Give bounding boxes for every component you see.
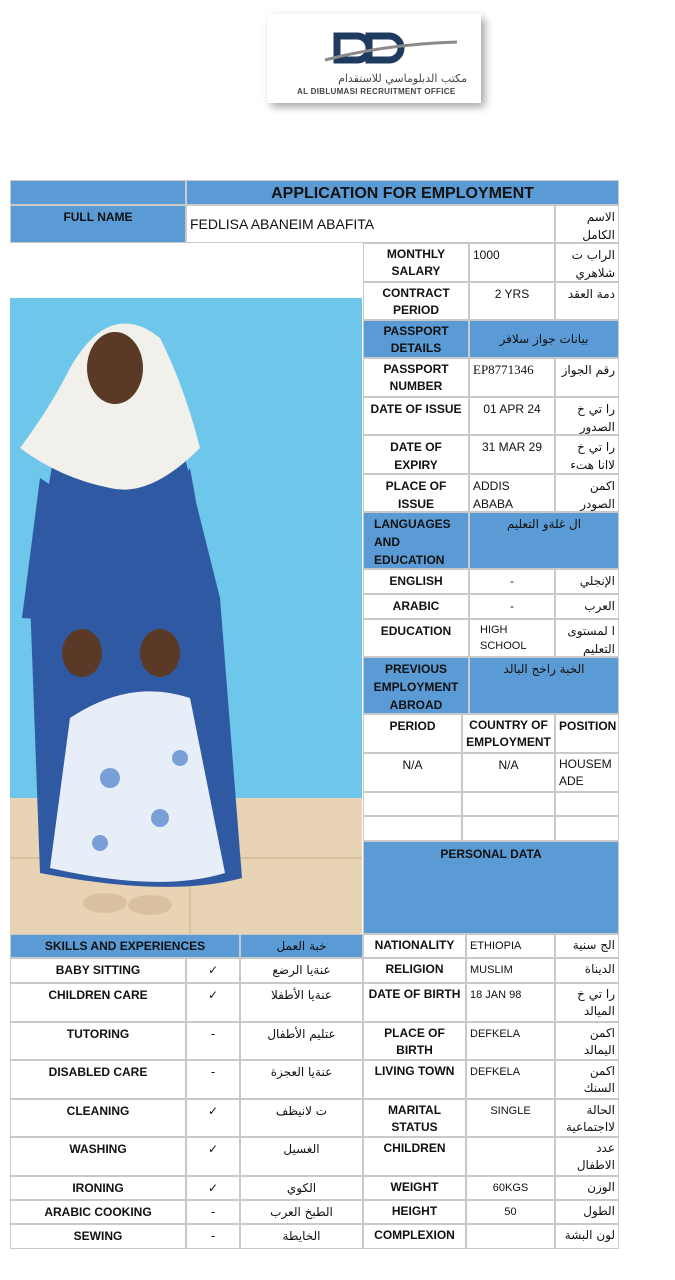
languages-header: LANGUAGES AND EDUCATION <box>363 512 469 569</box>
salary-value: 1000 <box>469 243 555 282</box>
skill-arabic: الغسيل <box>240 1137 363 1176</box>
arabic-arabic: العرب <box>555 594 619 619</box>
personal-label: DATE OF BIRTH <box>363 983 466 1022</box>
personal-label: RELIGION <box>363 958 466 983</box>
education-label: EDUCATION <box>363 619 469 657</box>
personal-arabic: لون البشة <box>555 1224 619 1249</box>
english-label: ENGLISH <box>363 569 469 594</box>
prev-empty-cell <box>555 792 619 816</box>
skill-mark: ✓ <box>186 983 240 1022</box>
skills-header: SKILLS AND EXPERIENCES <box>10 934 240 958</box>
skill-label: TUTORING <box>10 1022 186 1060</box>
personal-arabic: عدد الاطفال <box>555 1137 619 1176</box>
skill-label: CLEANING <box>10 1099 186 1137</box>
prev-period-value: N/A <box>363 753 462 792</box>
full-name-label: FULL NAME <box>10 205 186 243</box>
col-country: COUNTRY OF EMPLOYMENT <box>462 714 555 753</box>
personal-arabic: الطول <box>555 1200 619 1224</box>
salary-label: MONTHLY SALARY <box>363 243 469 282</box>
personal-label: LIVING TOWN <box>363 1060 466 1099</box>
personal-value: MUSLIM <box>466 958 555 983</box>
personal-data-header: PERSONAL DATA <box>363 841 619 934</box>
issue-place-label: PLACE OF ISSUE <box>363 474 469 512</box>
salary-arabic: الراب ت شلاهري <box>555 243 619 282</box>
previous-employment-header-arabic: الخبة راخج البالد <box>469 657 619 714</box>
skill-mark: - <box>186 1224 240 1249</box>
skill-mark: ✓ <box>186 1176 240 1200</box>
languages-header-arabic: ال غلةو التعليم <box>469 512 619 569</box>
col-period: PERIOD <box>363 714 462 753</box>
prev-empty-cell <box>363 792 462 816</box>
issue-place-arabic: اكمن الصودر <box>555 474 619 512</box>
personal-label: CHILDREN <box>363 1137 466 1176</box>
personal-value: 18 JAN 98 <box>466 983 555 1022</box>
personal-arabic: اكمن اليمالد <box>555 1022 619 1060</box>
contract-arabic: دمة العقد <box>555 282 619 320</box>
personal-value <box>466 1137 555 1176</box>
passport-header: PASSPORT DETAILS <box>363 320 469 358</box>
education-value: HIGH SCHOOL <box>469 619 555 657</box>
personal-value: DEFKELA <box>466 1022 555 1060</box>
skill-arabic: عنةيا الرضع <box>240 958 363 983</box>
skill-arabic: عنةيا العجزة <box>240 1060 363 1099</box>
full-name-value: FEDLISA ABANEIM ABAFITA <box>186 205 555 243</box>
col-position: POSITION <box>555 714 619 753</box>
previous-employment-header: PREVIOUS EMPLOYMENT ABROAD <box>363 657 469 714</box>
issue-date-value: 01 APR 24 <box>469 397 555 435</box>
arabic-value: - <box>469 594 555 619</box>
personal-value: SINGLE <box>466 1099 555 1137</box>
skill-arabic: عتليم الأطفال <box>240 1022 363 1060</box>
skill-arabic: عنةيا الأطفلا <box>240 983 363 1022</box>
arabic-label: ARABIC <box>363 594 469 619</box>
issue-place-value: ADDIS ABABA <box>469 474 555 512</box>
skill-label: SEWING <box>10 1224 186 1249</box>
english-value: - <box>469 569 555 594</box>
personal-arabic: الديناة <box>555 958 619 983</box>
skill-arabic: الكوي <box>240 1176 363 1200</box>
logo-mark-icon <box>267 14 481 74</box>
personal-label: WEIGHT <box>363 1176 466 1200</box>
expiry-date-arabic: را تي خ لاانا هتء <box>555 435 619 474</box>
expiry-date-value: 31 MAR 29 <box>469 435 555 474</box>
applicant-photo <box>10 298 362 934</box>
skill-label: DISABLED CARE <box>10 1060 186 1099</box>
personal-label: PLACE OF BIRTH <box>363 1022 466 1060</box>
contract-label: CONTRACT PERIOD <box>363 282 469 320</box>
prev-position-value: HOUSEM ADE <box>555 753 619 792</box>
issue-date-arabic: را تي خ الصدور <box>555 397 619 435</box>
personal-value: DEFKELA <box>466 1060 555 1099</box>
contract-value: 2 YRS <box>469 282 555 320</box>
skill-label: WASHING <box>10 1137 186 1176</box>
form-title: APPLICATION FOR EMPLOYMENT <box>186 180 619 205</box>
passport-number-value: EP8771346 <box>469 358 555 397</box>
skill-label: IRONING <box>10 1176 186 1200</box>
personal-arabic: الحالة لااجتماعية <box>555 1099 619 1137</box>
skill-label: CHILDREN CARE <box>10 983 186 1022</box>
passport-header-arabic: بيانات جواز سلافر <box>469 320 619 358</box>
logo-english-name: AL DIBLUMASI RECRUITMENT OFFICE <box>297 87 456 96</box>
expiry-date-label: DATE OF EXPIRY <box>363 435 469 474</box>
skill-mark: ✓ <box>186 1099 240 1137</box>
skill-mark: ✓ <box>186 958 240 983</box>
personal-label: HEIGHT <box>363 1200 466 1224</box>
skill-label: ARABIC COOKING <box>10 1200 186 1224</box>
skill-mark: - <box>186 1200 240 1224</box>
personal-arabic: الج سنية <box>555 934 619 958</box>
personal-arabic: الوزن <box>555 1176 619 1200</box>
skill-mark: - <box>186 1022 240 1060</box>
skill-label: BABY SITTING <box>10 958 186 983</box>
personal-label: COMPLEXION <box>363 1224 466 1249</box>
skill-arabic: ت لانيظف <box>240 1099 363 1137</box>
personal-label: MARITAL STATUS <box>363 1099 466 1137</box>
skill-arabic: الخايطة <box>240 1224 363 1249</box>
logo-arabic-name: مكتب الدبلوماسي للاستقدام <box>338 72 467 85</box>
personal-value: 50 <box>466 1200 555 1224</box>
skill-mark: - <box>186 1060 240 1099</box>
personal-value <box>466 1224 555 1249</box>
personal-arabic: را تي خ الميالد <box>555 983 619 1022</box>
title-left-blank <box>10 180 186 205</box>
personal-arabic: اكمن السنك <box>555 1060 619 1099</box>
prev-country-value: N/A <box>462 753 555 792</box>
passport-number-arabic: رقم الجواز <box>555 358 619 397</box>
prev-empty-cell <box>555 816 619 841</box>
prev-empty-cell <box>462 816 555 841</box>
issue-date-label: DATE OF ISSUE <box>363 397 469 435</box>
full-name-arabic: الاسم الكامل <box>555 205 619 243</box>
personal-value: 60KGS <box>466 1176 555 1200</box>
skills-header-arabic: خبة العمل <box>240 934 363 958</box>
education-arabic: ا لمستوى التعليم <box>555 619 619 657</box>
personal-label: NATIONALITY <box>363 934 466 958</box>
passport-number-label: PASSPORT NUMBER <box>363 358 469 397</box>
company-logo <box>267 14 481 103</box>
prev-empty-cell <box>462 792 555 816</box>
personal-value: ETHIOPIA <box>466 934 555 958</box>
english-arabic: الإنجلي <box>555 569 619 594</box>
prev-empty-cell <box>363 816 462 841</box>
skill-mark: ✓ <box>186 1137 240 1176</box>
skill-arabic: الطبخ العرب <box>240 1200 363 1224</box>
